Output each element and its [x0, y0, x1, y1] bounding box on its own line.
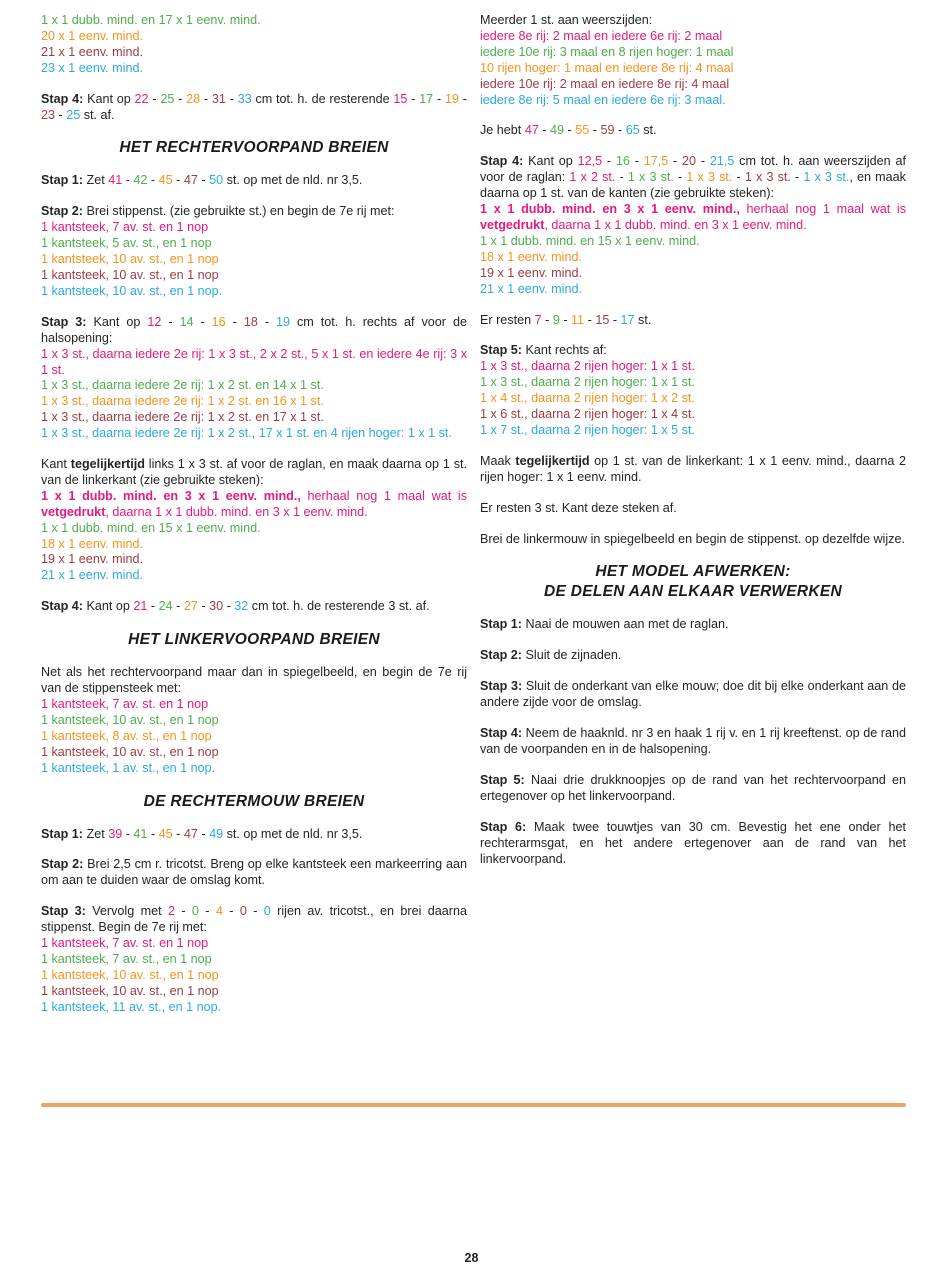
pattern-line — [41, 13, 467, 29]
size-orange-text: 1 kantsteek, 8 av. st., en 1 nop — [41, 728, 212, 743]
size-darkred-text: 15 — [595, 312, 610, 327]
text-run: - — [198, 904, 216, 919]
size-instruction-lines — [41, 220, 467, 300]
text-run: - — [584, 312, 596, 327]
size-green-text: 1 kantsteek, 10 av. st., en 1 nop — [41, 712, 219, 727]
size-pink-text: iedere 8e rij: 2 maal en iedere 6e rij: 2 maal — [480, 28, 723, 43]
paragraph — [41, 92, 467, 124]
size-orange-text: 17,5 — [643, 154, 669, 169]
text-run: Stap 5: — [480, 772, 525, 787]
size-orange-text: 27 — [183, 599, 198, 614]
pattern-line — [480, 423, 906, 439]
size-blue-text: 1 kantsteek, 10 av. st., en 1 nop. — [41, 283, 223, 298]
size-darkred-text: 1 x 3 st. — [744, 170, 791, 185]
paragraph — [480, 773, 906, 805]
size-darkred-text: 18 — [243, 314, 258, 329]
size-pink-text: 2 — [167, 904, 175, 919]
text-run: , en maak daarna op 1 st. van de kanten (zie gebruikte steken): — [480, 170, 906, 201]
pattern-line — [41, 220, 467, 236]
size-blue-text: 1 x 3 st. — [803, 170, 850, 185]
size-pink-text: 15 — [393, 91, 408, 106]
heading-line: HET MODEL AFWERKEN: — [595, 563, 791, 581]
paragraph — [480, 123, 906, 139]
pattern-line — [480, 375, 906, 391]
size-green-text: 14 — [179, 314, 194, 329]
text-run: Stap 4: — [480, 726, 523, 741]
text-run: links 1 x 3 st. af voor de raglan, en maak daarna op 1 st. van de linkerkant (zie gebruikte steken): — [41, 457, 468, 487]
text-run: tegelijkertijd — [70, 457, 145, 472]
paragraph — [41, 173, 467, 189]
pattern-line — [480, 250, 906, 266]
pattern-line — [41, 45, 467, 61]
size-green-text: iedere 10e rij: 3 maal en 8 rijen hoger: 1 maal — [480, 44, 734, 59]
paragraph — [480, 343, 906, 359]
size-green-text: 1 x 1 dubb. mind. en 15 x 1 eenv. mind. — [41, 520, 261, 535]
text-run: - — [564, 123, 576, 138]
size-orange-text: 1 kantsteek, 10 av. st., en 1 nop — [41, 967, 219, 982]
text-run: - — [200, 91, 212, 106]
size-darkred-text: 31 — [211, 91, 226, 106]
text-run: - — [673, 170, 687, 185]
size-orange-text: 45 — [158, 826, 173, 841]
text-run: - — [122, 173, 134, 188]
text-run: op 1 st. van de linkerkant: 1 x 1 eenv. mind., daarna 2 rijen hoger: 1 x 1 eenv. mind. — [480, 453, 906, 484]
pattern-line — [41, 268, 467, 284]
pattern-line — [41, 410, 467, 426]
text-run: Kant — [41, 457, 71, 472]
size-pink-text: 1 x 1 dubb. mind. en 3 x 1 eenv. mind., — [41, 488, 301, 503]
text-run: - — [602, 154, 616, 169]
paragraph — [41, 457, 467, 489]
pattern-line — [41, 61, 467, 77]
text-run: Zet — [83, 173, 109, 188]
size-darkred-text: 30 — [209, 599, 224, 614]
pattern-line — [41, 745, 467, 761]
size-green-text: 41 — [133, 826, 148, 841]
size-green-text: 16 — [615, 154, 630, 169]
size-darkred-text: 59 — [600, 123, 615, 138]
text-run: - — [197, 826, 210, 841]
pattern-line — [480, 266, 906, 282]
size-orange-text: 18 x 1 eenv. mind. — [41, 536, 143, 551]
pattern-line — [41, 236, 467, 252]
text-run: cm tot. h. de resterende — [251, 91, 394, 106]
size-green-text: 1 x 1 dubb. mind. en 17 x 1 eenv. mind. — [41, 13, 261, 27]
size-blue-text: 1 kantsteek, 1 av. st., en 1 nop. — [41, 760, 216, 775]
size-darkred-text: 47 — [183, 826, 198, 841]
text-run: Stap 1: — [41, 826, 83, 841]
heading-line: DE DELEN AAN ELKAAR VERWERKEN — [543, 583, 843, 601]
text-run: Stap 2: — [480, 648, 522, 663]
text-run: - — [197, 599, 210, 614]
text-run: cm tot. h. rechts af voor de halsopening: — [41, 314, 467, 345]
text-run: - — [147, 599, 159, 614]
text-run: rijen av. tricotst., en brei daarna stippenst. Begin de 7e rij met: — [41, 904, 467, 935]
left-column — [41, 13, 467, 1031]
text-run: Meerder 1 st. aan weerszijden: — [480, 13, 653, 27]
page-number: 28 — [464, 1251, 479, 1265]
pattern-line — [480, 282, 906, 298]
size-pink-text: 39 — [108, 826, 123, 841]
size-blue-text: 23 x 1 eenv. mind. — [41, 60, 143, 75]
paragraph — [41, 857, 467, 889]
text-run: Vervolg met — [85, 904, 168, 919]
pattern-line — [41, 378, 467, 394]
text-run: Brei stippenst. (zie gebruikte st.) en begin de 7e rij met: — [83, 204, 395, 219]
paragraph — [480, 154, 906, 202]
text-run: st. — [634, 312, 652, 327]
pattern-line — [41, 394, 467, 410]
text-run: - — [257, 314, 277, 329]
text-run: - — [433, 91, 445, 106]
text-run: Stap 4: — [41, 91, 84, 106]
size-blue-text: 49 — [209, 826, 224, 841]
pattern-line — [41, 252, 467, 268]
size-blue-text: iedere 8e rij: 5 maal en iedere 6e rij: 3 maal. — [480, 92, 726, 107]
paragraph — [480, 648, 906, 664]
text-run: st. op met de nld. nr 3,5. — [223, 826, 363, 841]
size-green-text: 24 — [158, 599, 173, 614]
size-instruction-lines — [41, 936, 467, 1016]
pattern-line — [480, 391, 906, 407]
text-run: Kant rechts af: — [522, 343, 607, 358]
text-run: - — [225, 314, 244, 329]
paragraph — [41, 599, 467, 615]
size-pink-text: 1 kantsteek, 7 av. st. en 1 nop — [41, 936, 209, 951]
text-run: - — [614, 123, 626, 138]
size-pink-text: 1 kantsteek, 7 av. st. en 1 nop — [41, 220, 209, 235]
section-heading — [480, 562, 906, 602]
text-run: - — [161, 314, 180, 329]
paragraph — [41, 904, 467, 936]
text-run: Stap 1: — [41, 173, 83, 188]
text-run: cm tot. h. aan weerszijden af voor de raglan: — [480, 154, 906, 185]
pattern-line — [480, 45, 906, 61]
text-run: - — [223, 599, 235, 614]
paragraph — [480, 313, 906, 329]
text-run: Kant op — [83, 599, 134, 614]
pattern-line — [41, 936, 467, 952]
size-darkred-text: 1 x 6 st., daarna 2 rijen hoger: 1 x 4 st. — [480, 407, 695, 422]
size-pink-text: vetgedrukt — [41, 504, 106, 519]
heading-line: HET RECHTERVOORPAND BREIEN — [119, 139, 389, 157]
size-pink-text: 1 kantsteek, 7 av. st. en 1 nop — [41, 697, 209, 711]
text-run: st. — [639, 123, 657, 138]
paragraph — [480, 532, 906, 548]
size-pink-text: , daarna 1 x 1 dubb. mind. en 3 x 1 eenv. mind. — [544, 217, 807, 232]
size-blue-text: 0 — [263, 904, 271, 919]
text-run: Net als het rechtervoorpand maar dan in spiegelbeeld, en begin de 7e rij van de stippensteek met: — [41, 665, 467, 696]
size-pink-text: 21 — [133, 599, 148, 614]
size-green-text: 25 — [160, 91, 175, 106]
size-pink-text: 1 x 3 st., daarna 2 rijen hoger: 1 x 1 st. — [480, 359, 695, 374]
size-instruction-lines — [41, 489, 467, 584]
text-run: Je hebt — [480, 123, 525, 138]
text-run: - — [407, 91, 420, 106]
text-run: Sluit de onderkant van elke mouw; doe dit bij elke onderkant aan de andere zijde voor de omslag. — [480, 679, 906, 710]
text-run: Stap 6: — [480, 819, 527, 834]
size-pink-text: 1 x 1 dubb. mind. en 3 x 1 eenv. mind., — [480, 202, 740, 217]
size-darkred-text: iedere 10e rij: 2 maal en iedere 8e rij: 4 maal — [480, 76, 730, 91]
size-blue-text: 50 — [209, 173, 224, 188]
text-run: Neem de haaknld. nr 3 en haak 1 rij v. en 1 rij kreeftenst. op de rand van de voorpanden en in de halsopening. — [480, 726, 906, 756]
size-blue-text: 19 — [276, 314, 291, 329]
size-darkred-text: 20 — [682, 154, 697, 169]
size-pink-text: herhaal nog 1 maal wat is — [300, 488, 467, 503]
pattern-line — [480, 234, 906, 250]
text-run: Stap 2: — [41, 857, 84, 872]
size-green-text: 1 x 3 st., daarna 2 rijen hoger: 1 x 1 st. — [480, 375, 695, 390]
text-run: - — [174, 904, 192, 919]
size-instruction-lines — [480, 202, 906, 297]
text-run: - — [458, 91, 467, 106]
size-green-text: 1 x 3 st. — [627, 170, 674, 185]
size-blue-text: 33 — [237, 91, 252, 106]
text-run: - — [609, 312, 621, 327]
size-blue-text: 1 kantsteek, 11 av. st., en 1 nop. — [41, 999, 222, 1014]
size-darkred-text: 1 kantsteek, 10 av. st., en 1 nop — [41, 744, 219, 759]
pattern-line — [41, 284, 467, 300]
text-run: - — [790, 170, 804, 185]
text-run: - — [55, 107, 67, 122]
text-run: - — [668, 154, 683, 169]
size-darkred-text: 1 kantsteek, 10 av. st., en 1 nop — [41, 983, 219, 998]
size-instruction-lines — [41, 13, 467, 77]
text-run: - — [197, 173, 210, 188]
size-orange-text: 1 x 3 st., daarna iedere 2e rij: 1 x 2 st. en 16 x 1 st. — [41, 394, 324, 409]
text-run: st. op met de nld. nr 3,5. — [223, 173, 363, 188]
size-blue-text: 21,5 — [709, 154, 735, 169]
text-run: - — [538, 123, 551, 138]
pattern-line — [480, 202, 906, 234]
pattern-line — [480, 93, 906, 109]
pattern-line — [41, 697, 467, 713]
pattern-line — [41, 537, 467, 553]
size-darkred-text: 1 x 3 st., daarna iedere 2e rij: 1 x 2 st. en 17 x 1 st. — [41, 410, 324, 425]
text-run: - — [172, 826, 184, 841]
size-pink-text: 41 — [108, 173, 123, 188]
text-run: tegelijkertijd — [515, 453, 590, 468]
pattern-line — [480, 29, 906, 45]
pattern-line — [41, 426, 467, 442]
size-instruction-lines — [480, 29, 906, 109]
size-green-text: 49 — [550, 123, 565, 138]
size-pink-text: 47 — [524, 123, 539, 138]
paragraph — [480, 13, 906, 29]
size-blue-text: 17 — [620, 312, 635, 327]
size-orange-text: 16 — [211, 314, 226, 329]
text-run: Stap 4: — [41, 599, 83, 614]
size-green-text: 0 — [191, 904, 199, 919]
size-orange-text: 55 — [575, 123, 590, 138]
pattern-line — [41, 489, 467, 521]
size-blue-text: 1 x 7 st., daarna 2 rijen hoger: 1 x 5 st. — [480, 422, 695, 437]
text-run: Stap 4: — [480, 154, 524, 169]
size-pink-text: , daarna 1 x 1 dubb. mind. en 3 x 1 eenv. mind. — [105, 504, 368, 519]
size-blue-text: 65 — [625, 123, 640, 138]
size-pink-text: 12 — [147, 314, 162, 329]
text-run: Stap 5: — [480, 343, 522, 358]
text-run: Kant op — [86, 314, 148, 329]
text-run: - — [174, 91, 187, 106]
text-run: Sluit de zijnaden. — [522, 648, 622, 663]
paragraph — [480, 726, 906, 758]
text-run: Maak twee touwtjes van 30 cm. Bevestig het ene onder het rechterarmsgat, en het andere ertegenover aan de rand van het linkervoorpand. — [480, 819, 906, 866]
footer-divider-rule — [41, 1103, 906, 1107]
text-run: - — [246, 904, 264, 919]
text-run: - — [732, 170, 745, 185]
size-green-text: 42 — [133, 173, 148, 188]
size-orange-text: 1 x 3 st. — [686, 170, 733, 185]
size-green-text: 17 — [419, 91, 434, 106]
paragraph — [480, 501, 906, 517]
text-run: cm tot. h. de resterende 3 st. af. — [248, 599, 430, 614]
pattern-line — [480, 407, 906, 423]
size-blue-text: 21 x 1 eenv. mind. — [480, 281, 582, 296]
size-orange-text: 1 kantsteek, 10 av. st., en 1 nop — [41, 252, 219, 267]
size-orange-text: 11 — [571, 312, 585, 327]
text-run: - — [559, 312, 572, 327]
size-orange-text: 1 x 4 st., daarna 2 rijen hoger: 1 x 2 st. — [480, 391, 695, 406]
paragraph — [41, 315, 467, 347]
text-run: Stap 2: — [41, 204, 83, 219]
text-run: st. af. — [80, 107, 115, 122]
size-pink-text: 22 — [134, 91, 149, 106]
size-pink-text: vetgedrukt — [480, 217, 545, 232]
text-run: - — [148, 91, 161, 106]
size-darkred-text: 47 — [183, 173, 198, 188]
size-pink-text: herhaal nog 1 maal wat is — [739, 202, 906, 217]
size-orange-text: 4 — [215, 904, 223, 919]
pattern-line — [480, 61, 906, 77]
text-run: Kant op — [523, 154, 578, 169]
pattern-line — [41, 968, 467, 984]
section-heading — [41, 630, 467, 650]
pattern-line — [41, 29, 467, 45]
pattern-line — [41, 568, 467, 584]
size-orange-text: 28 — [186, 91, 201, 106]
text-run: - — [172, 173, 184, 188]
text-run: - — [147, 173, 159, 188]
size-pink-text: 7 — [534, 312, 542, 327]
paragraph — [480, 820, 906, 868]
size-green-text: 1 x 1 dubb. mind. en 15 x 1 eenv. mind. — [480, 233, 700, 248]
size-darkred-text: 19 x 1 eenv. mind. — [480, 265, 582, 280]
size-instruction-lines — [41, 347, 467, 442]
paragraph — [480, 454, 906, 486]
text-run: - — [222, 904, 240, 919]
paragraph — [41, 204, 467, 220]
size-blue-text: 25 — [66, 107, 81, 122]
paragraph — [480, 679, 906, 711]
text-run: Stap 1: — [480, 617, 522, 632]
size-instruction-lines — [41, 697, 467, 777]
text-run: Zet — [83, 826, 109, 841]
text-run: - — [122, 826, 134, 841]
text-run: Brei de linkermouw in spiegelbeeld en begin de stippenst. op dezelfde wijze. — [480, 531, 905, 546]
size-blue-text: 1 x 3 st., daarna iedere 2e rij: 1 x 2 st., 17 x 1 st. en 4 rijen hoger: 1 x 1 st. — [41, 426, 452, 441]
text-run: - — [541, 312, 553, 327]
paragraph — [41, 827, 467, 843]
size-pink-text: 1 x 2 st. — [569, 170, 616, 185]
paragraph — [480, 617, 906, 633]
size-blue-text: 32 — [234, 599, 249, 614]
text-run: Maak — [480, 453, 516, 468]
text-run: Naai de mouwen aan met de raglan. — [522, 617, 729, 632]
size-green-text: 9 — [552, 312, 560, 327]
text-run: - — [696, 154, 710, 169]
pattern-line — [41, 952, 467, 968]
right-column — [480, 13, 906, 1031]
text-run: Er resten — [480, 312, 535, 327]
size-orange-text: 10 rijen hoger: 1 maal en iedere 8e rij: 4 maal — [480, 60, 734, 75]
pattern-line — [41, 729, 467, 745]
pattern-line — [41, 1000, 467, 1016]
pattern-line — [41, 713, 467, 729]
size-orange-text: 19 — [444, 91, 459, 106]
text-run: - — [193, 314, 212, 329]
size-orange-text: 18 x 1 eenv. mind. — [480, 249, 582, 264]
pattern-line — [41, 552, 467, 568]
size-darkred-text: 1 kantsteek, 10 av. st., en 1 nop — [41, 267, 219, 282]
size-instruction-lines — [480, 359, 906, 439]
text-run: - — [225, 91, 238, 106]
size-darkred-text: 23 — [41, 107, 56, 122]
size-orange-text: 20 x 1 eenv. mind. — [41, 28, 143, 43]
heading-line: DE RECHTERMOUW BREIEN — [143, 792, 365, 810]
size-darkred-text: 0 — [239, 904, 247, 919]
pattern-line — [41, 521, 467, 537]
pattern-line — [41, 761, 467, 777]
text-run: Stap 3: — [41, 904, 86, 919]
size-pink-text: 12,5 — [577, 154, 603, 169]
size-green-text: 1 kantsteek, 5 av. st., en 1 nop — [41, 236, 212, 251]
size-darkred-text: 19 x 1 eenv. mind. — [41, 552, 143, 567]
text-run: - — [147, 826, 159, 841]
pattern-line — [41, 347, 467, 379]
size-pink-text: 1 x 3 st., daarna iedere 2e rij: 1 x 3 st., 2 x 2 st., 5 x 1 st. en iedere 4e rij: 3 x 1 st. — [41, 346, 467, 377]
size-green-text: 1 kantsteek, 7 av. st., en 1 nop — [41, 951, 212, 966]
text-run: - — [172, 599, 184, 614]
size-green-text: 1 x 3 st., daarna iedere 2e rij: 1 x 2 st. en 14 x 1 st. — [41, 378, 324, 393]
text-run: Naai drie drukknoopjes op de rand van het rechtervoorpand en ertegenover op het linkervoorpand. — [480, 772, 906, 803]
size-blue-text: 21 x 1 eenv. mind. — [41, 568, 143, 583]
section-heading — [41, 138, 467, 158]
section-heading — [41, 792, 467, 812]
text-run: Stap 3: — [480, 679, 523, 694]
text-run: - — [615, 170, 628, 185]
text-run: Er resten 3 st. Kant deze steken af. — [480, 500, 677, 515]
text-run: Brei 2,5 cm r. tricotst. Breng op elke kantsteek een markeerring aan om aan te duiden waar de omslag komt. — [41, 857, 467, 888]
pattern-line — [41, 984, 467, 1000]
text-run: Kant op — [83, 91, 135, 106]
text-run: - — [629, 154, 644, 169]
paragraph — [41, 665, 467, 697]
size-orange-text: 45 — [158, 173, 173, 188]
pattern-line — [480, 359, 906, 375]
pattern-line — [480, 77, 906, 93]
text-run: - — [589, 123, 601, 138]
text-run: Stap 3: — [41, 314, 87, 329]
heading-line: HET LINKERVOORPAND BREIEN — [128, 631, 380, 649]
size-darkred-text: 21 x 1 eenv. mind. — [41, 44, 143, 59]
